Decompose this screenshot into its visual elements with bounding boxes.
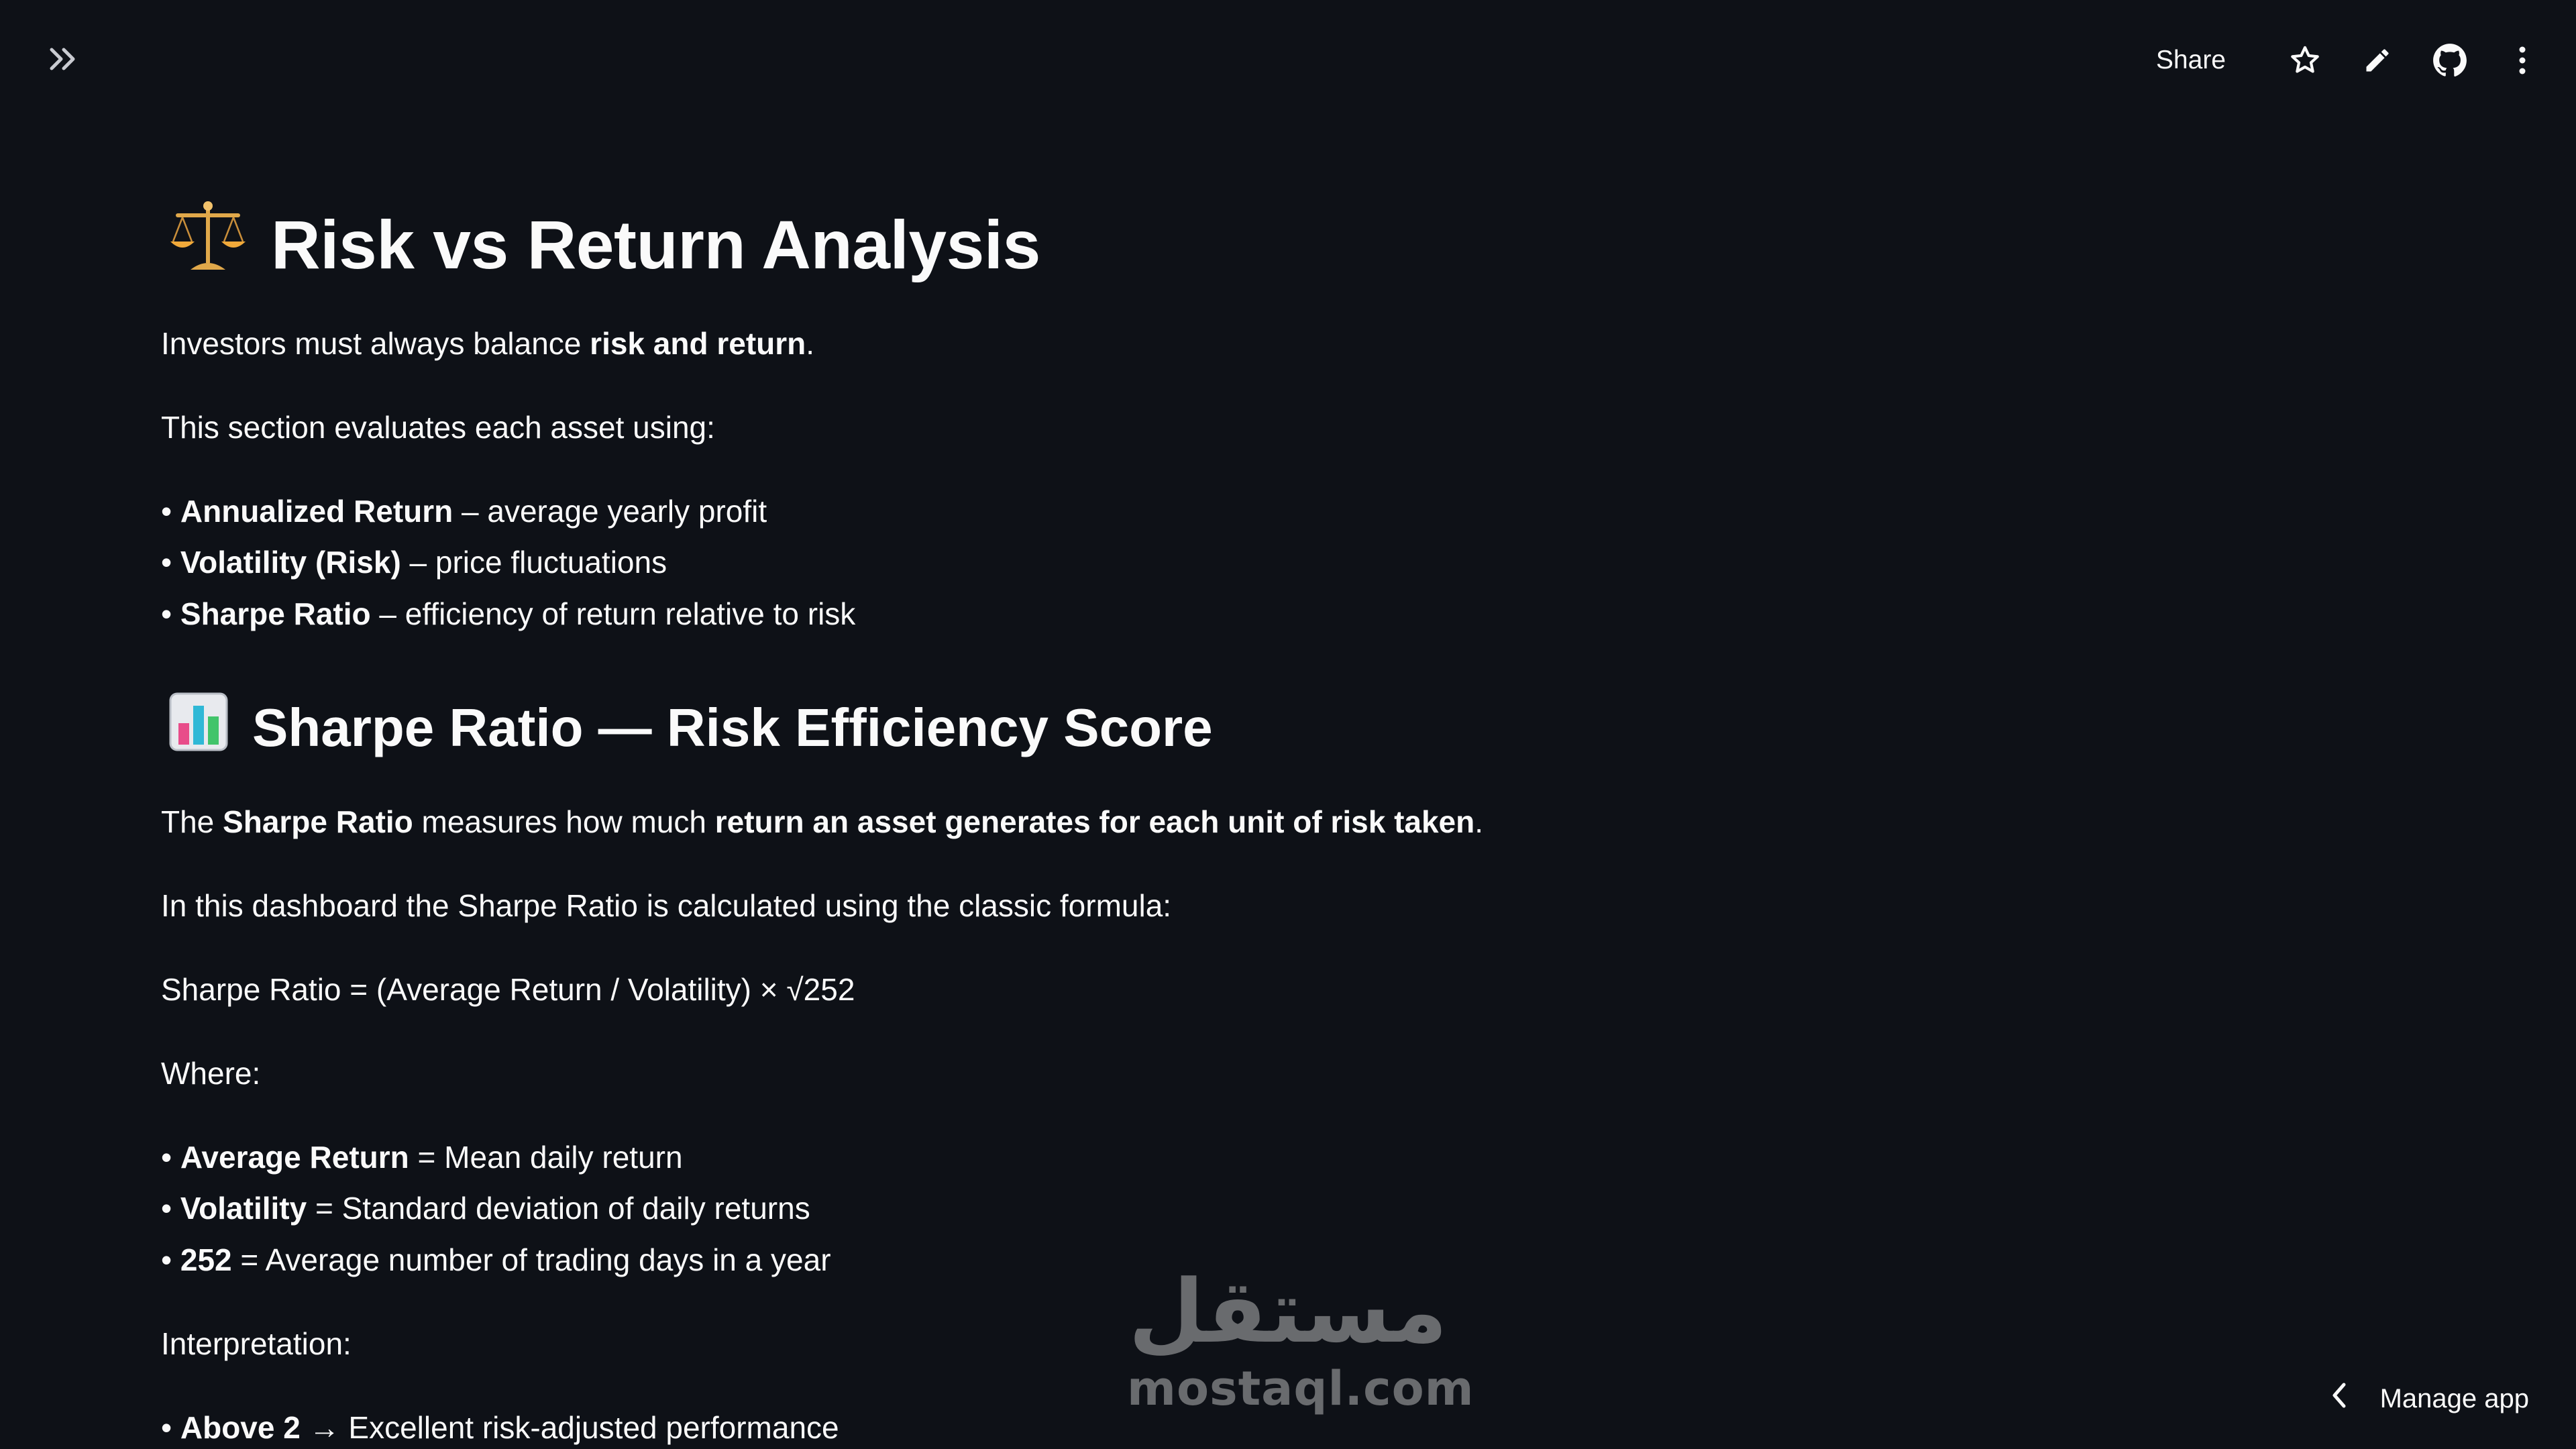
watermark-logo (1127, 1260, 1474, 1422)
desc-text: measures how much (413, 804, 715, 839)
list-item-text: – efficiency of return relative to risk (370, 596, 856, 631)
interpretation-label: Interpretation: (161, 1326, 352, 1361)
intro-bold: risk and return (590, 326, 806, 361)
header-actions (2140, 34, 2549, 87)
list-item-text: = Standard deviation of daily returns (307, 1191, 810, 1226)
list-item-bold: Volatility (Risk) (180, 545, 401, 580)
list-item-text: – price fluctuations (400, 545, 667, 580)
section-heading (169, 691, 1213, 765)
desc-text: The (161, 804, 223, 839)
desc-text: . (1474, 804, 1484, 839)
desc-bold: return an asset generates for each unit of risk taken (714, 804, 1475, 839)
scales-icon (169, 200, 247, 290)
kebab-menu-icon (2517, 44, 2528, 76)
intro-end: . (806, 326, 815, 361)
pencil-icon (2363, 46, 2392, 75)
list-item-bold: 252 (180, 1242, 232, 1277)
star-icon (2288, 44, 2322, 77)
list-item-bold: Average Return (180, 1140, 409, 1175)
watermark-latin: mostaql.com (1127, 1361, 1474, 1416)
edit-button[interactable] (2351, 34, 2404, 87)
github-icon (2432, 43, 2467, 78)
list-item-bold: Above 2 (180, 1410, 301, 1445)
share-button[interactable]: Share (2155, 46, 2226, 74)
formula-text: Sharpe Ratio = (Average Return / Volatility) × √252 (161, 972, 855, 1007)
where-label: Where: (161, 1056, 261, 1091)
list-item-bold: Sharpe Ratio (180, 596, 371, 631)
page-title-text: Risk vs Return Analysis (271, 206, 1040, 283)
list-item-text: → Excellent risk-adjusted performance (300, 1410, 839, 1445)
manage-app-button[interactable] (2330, 1375, 2529, 1422)
main-menu-button[interactable] (2496, 34, 2549, 87)
github-button[interactable] (2423, 34, 2477, 87)
list-item-bold: Volatility (180, 1191, 307, 1226)
bar-chart-icon (169, 692, 228, 764)
favorite-button[interactable] (2278, 34, 2332, 87)
intro-paragraph (161, 323, 814, 364)
list-item-text: = Average number of trading days in a year (231, 1242, 831, 1277)
list-item: • 252 = Average number of trading days in a year (161, 1242, 831, 1277)
evaluates-paragraph: This section evaluates each asset using: (161, 410, 715, 445)
chevrons-right-icon (48, 46, 78, 76)
top-toolbar (0, 0, 2576, 121)
list-item: • Annualized Return – average yearly profit (161, 494, 767, 529)
watermark-arabic: مستقل (1128, 1260, 1448, 1362)
page-title (169, 201, 1040, 288)
sidebar-expand-button[interactable] (43, 42, 83, 79)
sharpe-description (161, 802, 1483, 842)
formula-intro: In this dashboard the Sharpe Ratio is calculated using the classic formula: (161, 888, 1172, 923)
list-item-text: – average yearly profit (453, 494, 767, 529)
intro-text: Investors must always balance (161, 326, 590, 361)
list-item: • Volatility (Risk) – price fluctuations (161, 545, 667, 580)
list-item: • Volatility = Standard deviation of daily returns (161, 1191, 810, 1226)
section-heading-text: Sharpe Ratio — Risk Efficiency Score (252, 698, 1213, 757)
list-item: • Above 2 → Excellent risk-adjusted performance (161, 1410, 839, 1445)
chevron-left-icon (2330, 1382, 2347, 1415)
list-item-bold: Annualized Return (180, 494, 453, 529)
list-item-text: = Mean daily return (409, 1140, 683, 1175)
manage-app-label: Manage app (2379, 1383, 2529, 1413)
list-item: • Average Return = Mean daily return (161, 1140, 683, 1175)
desc-bold: Sharpe Ratio (223, 804, 413, 839)
list-item: • Sharpe Ratio – efficiency of return relative to risk (161, 596, 856, 631)
